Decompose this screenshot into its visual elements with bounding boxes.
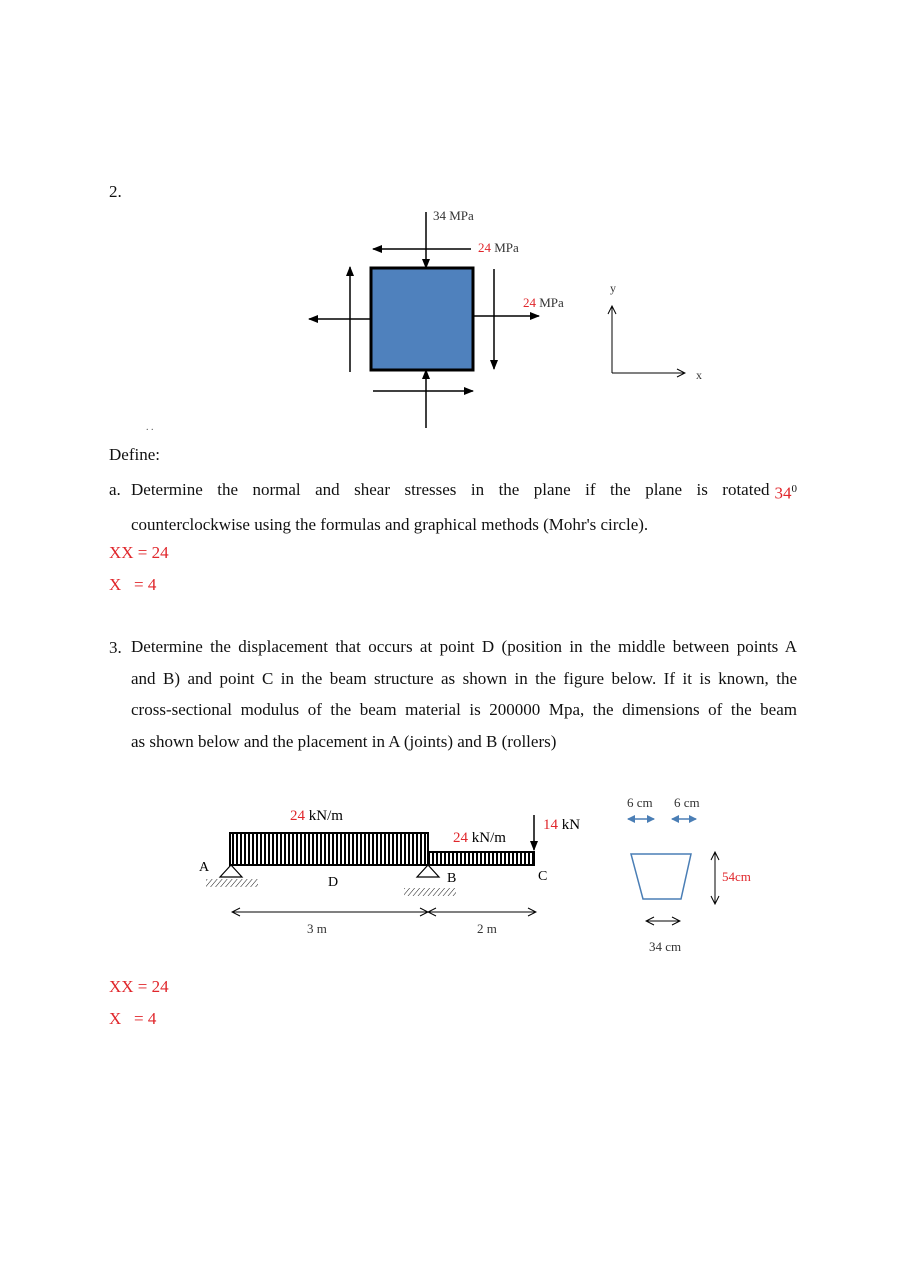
section-top-right-label: 6 cm [674, 795, 700, 810]
span-1-label: 3 m [307, 921, 327, 936]
part-a-label: a. [109, 480, 121, 499]
ground-hatch-a [206, 879, 258, 887]
xx-value-1: XX = 24 [109, 543, 169, 562]
problem-3-line-3: cross-sectional modulus of the beam material is 200000 Mpa, the dimensions of the beam [131, 700, 797, 719]
span-2-label: 2 m [477, 921, 497, 936]
stray-marks: . . [146, 422, 154, 433]
point-b-label: B [447, 871, 457, 886]
x-value-2: X = 4 [109, 1009, 157, 1028]
section-height-label: 54cm [722, 869, 751, 884]
part-a-line-2: counterclockwise using the formulas and graphical methods (Mohr's circle). [131, 515, 649, 535]
section-top-left-label: 6 cm [627, 795, 653, 810]
roller-support-b [417, 865, 439, 877]
problem-3-number: 3. [109, 638, 122, 657]
stress-element-square [371, 268, 473, 370]
problem-3-line-4: as shown below and the placement in A (joints) and B (rollers) [131, 731, 557, 751]
problem-3-line-1: Determine the displacement that occurs at point D (position in the middle between points A [131, 637, 797, 656]
x-value-1: X = 4 [109, 575, 157, 594]
point-c-label: C [538, 869, 548, 884]
xx-value-2: XX = 24 [109, 977, 169, 996]
beam-diagram [0, 780, 905, 960]
y-axis-label: y [610, 281, 616, 295]
point-load-label: 14 kN [543, 817, 581, 833]
define-label: Define: [109, 445, 160, 464]
shear-stress-label: 24 MPa [478, 240, 519, 255]
load-2-label: 24 kN/m [453, 830, 506, 846]
problem-2-number: 2. [109, 182, 122, 201]
trapezoid-cross-section [631, 854, 691, 899]
section-bottom-label: 34 cm [649, 939, 682, 954]
point-a-label: A [199, 860, 210, 875]
top-stress-label: 34 MPa [433, 208, 474, 223]
part-a-line-1: Determine the normal and shear stresses in the plane if the plane is rotated $34^0$ [131, 480, 797, 503]
problem-3-text [131, 631, 797, 757]
point-d-label: D [328, 875, 339, 890]
problem-3-line-2: and B) and point C in the beam structure as shown in the figure below. If it is known, the [131, 668, 797, 688]
ground-hatch-b [404, 888, 456, 896]
right-stress-label: 24 MPa [523, 295, 564, 310]
stress-element-diagram [0, 0, 905, 440]
load-1-label: 24 kN/m [290, 808, 343, 824]
part-a-question [131, 474, 797, 541]
distributed-load-1 [230, 833, 428, 865]
x-axis-label: x [696, 368, 702, 382]
distributed-load-2 [428, 852, 534, 865]
pin-support-a [220, 865, 242, 877]
